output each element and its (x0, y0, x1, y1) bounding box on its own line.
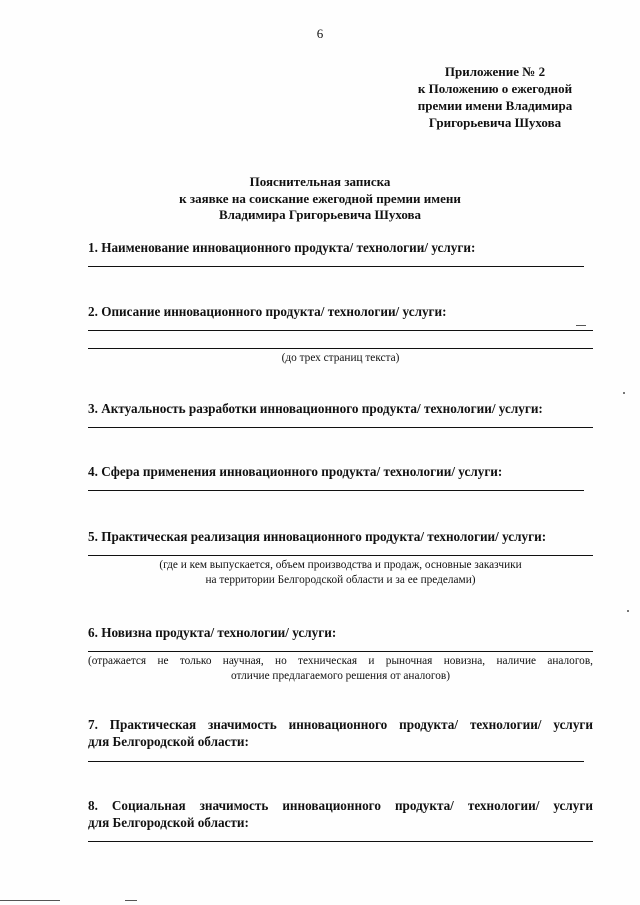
appendix-line-4: Григорьевича Шухова (428, 115, 562, 130)
section-5-note-line-2: на территории Белгородской области и за ее пределами) (205, 574, 476, 586)
section-8-fill-line (88, 841, 593, 842)
section-4-heading: 4. Сфера применения инновационного продукта/ технологии/ услуги: (88, 464, 503, 479)
section-1-fill-line (88, 266, 584, 267)
section-8-heading-line-1: 8. Социальная значимость инновационного продукта/ технологии/ услуги (88, 798, 593, 813)
section-1-heading: 1. Наименование инновационного продукта/ технологии/ услуги: (88, 240, 476, 255)
section-6-note-line-1: (отражается не только научная, но техническая и рыночная новизна, наличие аналогов, (88, 655, 593, 667)
section-6-fill-line (88, 651, 593, 652)
section-7-fill-line (88, 761, 584, 762)
section-5-heading: 5. Практическая реализация инновационного продукта/ технологии/ услуги: (88, 529, 547, 544)
section-8-heading-line-2: для Белгородской области: (88, 815, 249, 830)
appendix-line-2: к Положению о ежегодной (417, 81, 573, 96)
page-number: 6 (316, 26, 324, 41)
scan-edge-mark (125, 900, 137, 901)
section-5-fill-line (88, 555, 593, 556)
appendix-header (380, 63, 610, 131)
section-2-heading: 2. Описание инновационного продукта/ технологии/ услуги: (88, 304, 447, 319)
scan-speck (623, 392, 625, 394)
section-5-note (88, 558, 593, 588)
title-line-1: Пояснительная записка (249, 174, 391, 189)
appendix-line-3: премии имени Владимира (417, 98, 573, 113)
section-7-heading-line-2: для Белгородской области: (88, 734, 249, 749)
appendix-line-1: Приложение № 2 (444, 64, 546, 79)
scan-edge-mark (0, 900, 60, 901)
section-3-heading: 3. Актуальность разработки инновационного продукта/ технологии/ услуги: (88, 401, 543, 416)
title-line-2: к заявке на соискание ежегодной премии имени (179, 190, 461, 206)
section-4-fill-line (88, 490, 584, 491)
section-7-heading-line-1: 7. Практическая значимость инновационного продукта/ технологии/ услуги (88, 717, 593, 732)
section-6-heading: 6. Новизна продукта/ технологии/ услуги: (88, 625, 337, 640)
section-6-note (88, 654, 593, 684)
title-line-3: Владимира Григорьевича Шухова (218, 207, 422, 222)
section-5-note-line-1: (где и кем выпускается, объем производства и продаж, основные заказчики (159, 559, 522, 571)
section-2-note: (до трех страниц текста) (281, 352, 400, 364)
document-title (0, 174, 640, 224)
section-3-fill-line (88, 427, 593, 428)
scan-mark (576, 325, 586, 326)
section-6-note-line-2: отличие предлагаемого решения от аналогов) (231, 670, 450, 682)
section-2-fill-line-1 (88, 330, 593, 331)
section-2-fill-line-2 (88, 348, 593, 349)
scan-speck (627, 610, 629, 612)
